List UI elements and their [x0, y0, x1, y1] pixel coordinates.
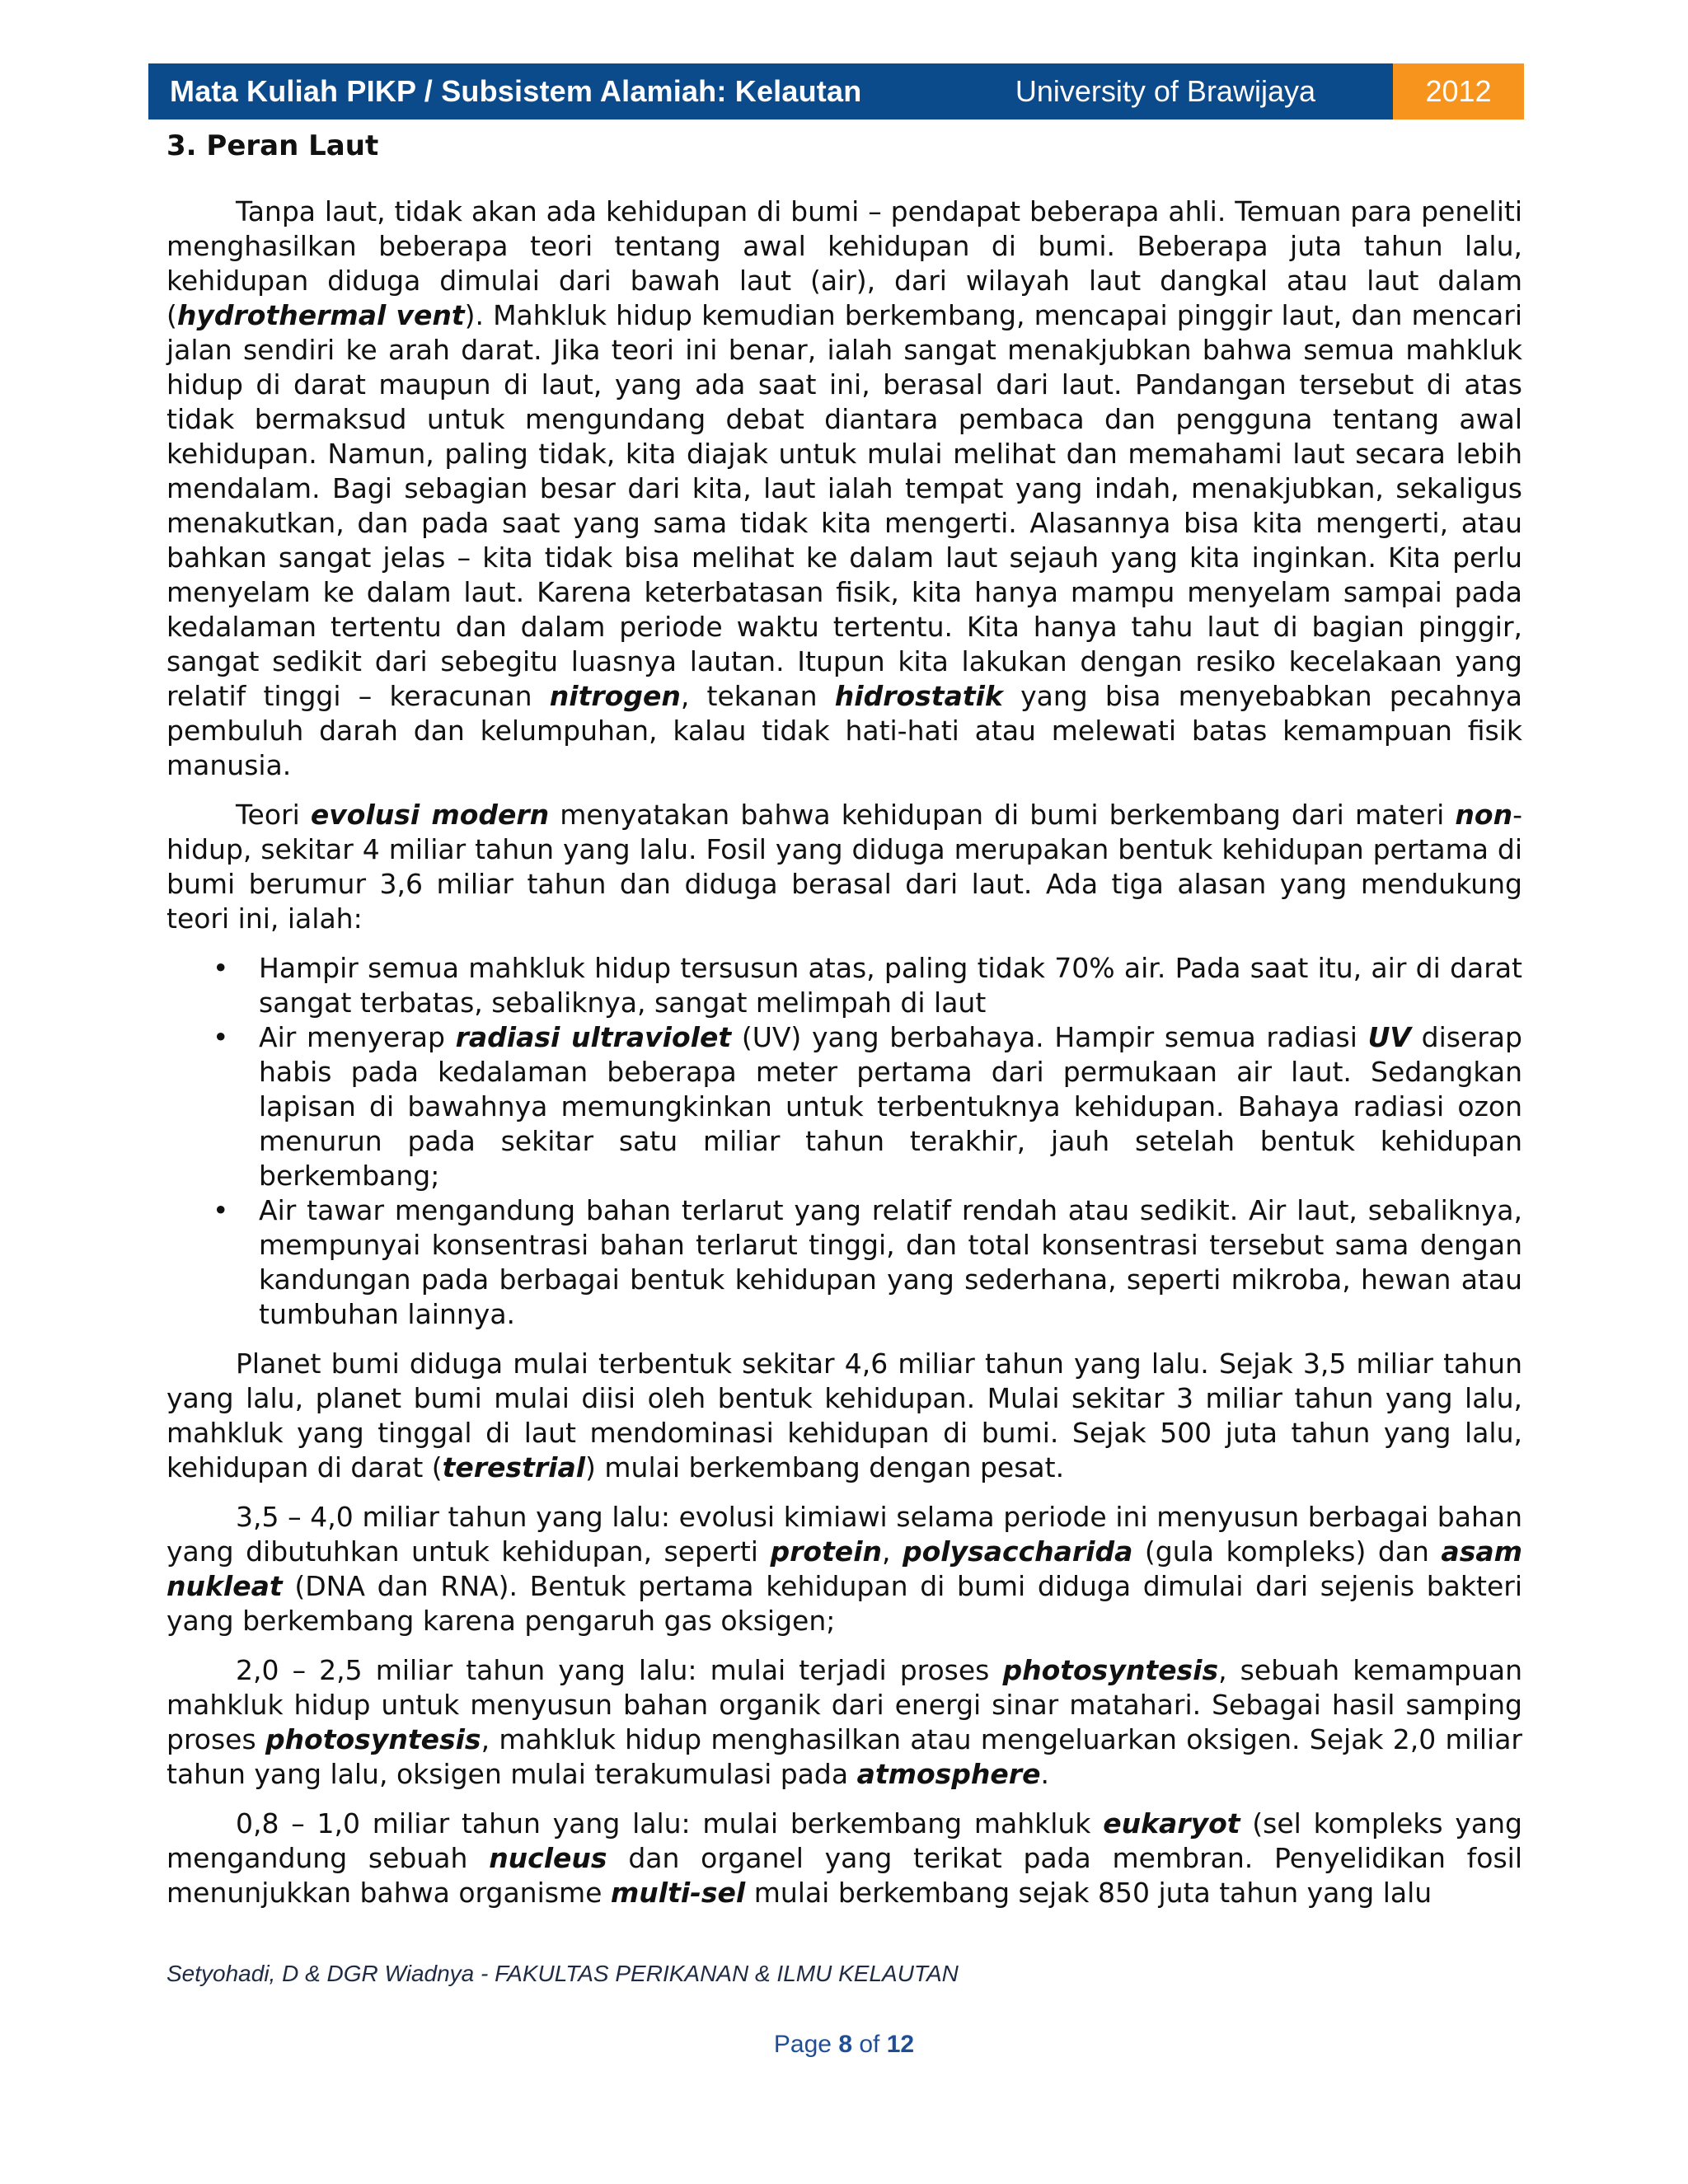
p6-term-multi-sel: multi-sel [610, 1877, 746, 1909]
p3-text-c: ) mulai berkembang dengan pesat. [585, 1451, 1065, 1483]
paragraph-2 [166, 798, 1522, 936]
page-total: 12 [886, 2031, 915, 2058]
p4-term-protein: protein [770, 1535, 882, 1568]
paragraph-3 [166, 1347, 1522, 1485]
header-university: University of Brawijaya [1015, 74, 1315, 108]
p6-text-a: 0,8 – 1,0 miliar tahun yang lalu: mulai berkembang mahkluk [236, 1807, 1104, 1840]
p1-term-hidrostatik: hidrostatik [834, 680, 1003, 712]
list-item [259, 1193, 1522, 1332]
header-year: 2012 [1425, 74, 1492, 108]
paragraph-1 [166, 194, 1522, 783]
page-number [0, 2031, 1688, 2059]
p5-term-photosyntesis-1: photosyntesis [1002, 1654, 1219, 1686]
p1-text-e: , tekanan [680, 680, 835, 712]
bullet-2-text-e: diserap habis pada kedalaman beberapa meter pertama dari permukaan air laut. Sedangkan lapisan di bawahnya memungkinkan untuk terbentuknya kehidupan. Bahaya radiasi ozon menurun pada sekitar satu miliar tahun terakhir, jauh setelah bentuk kehidupan berkembang; [259, 1021, 1522, 1192]
bullet-2-term-radiasi: radiasi ultraviolet [455, 1021, 732, 1053]
p5-text-g: . [1040, 1758, 1049, 1790]
p4-text-c: , [882, 1535, 903, 1568]
p1-term-nitrogen: nitrogen [549, 680, 681, 712]
p2-text-e: -hidup, sekitar 4 miliar tahun yang lalu. Fosil yang diduga merupakan bentuk kehidupan pertama di bumi berumur 3,6 miliar tahun dan diduga berasal dari laut. Ada tiga alasan yang mendukung teori ini, ialah: [166, 799, 1522, 935]
page-of-word: of [852, 2031, 887, 2058]
paragraph-5 [166, 1653, 1522, 1792]
p6-text-e: dan organel yang terikat pada membran. Penyelidikan fosil menunjukkan bahwa organisme [166, 1842, 1523, 1909]
p1-text-g: yang bisa menyebabkan pecahnya pembuluh darah dan kelumpuhan, kalau tidak hati-hati atau melewati batas kemampuan fisik manusia. [166, 680, 1523, 781]
paragraph-6 [166, 1807, 1522, 1910]
list-item [259, 951, 1522, 1020]
paragraph-4 [166, 1500, 1522, 1638]
page-content [166, 124, 1522, 1925]
p6-text-g: mulai berkembang sejak 850 juta tahun yang lalu [745, 1877, 1432, 1909]
p5-text-c: , sebuah kemampuan mahkluk hidup untuk menyusun bahan organik dari energi sinar matahari. Sebagai hasil samping proses [166, 1654, 1522, 1755]
p3-text-a: Planet bumi diduga mulai terbentuk sekitar 4,6 miliar tahun yang lalu. Sejak 3,5 miliar tahun yang lalu, planet bumi mulai diisi oleh bentuk kehidupan. Mulai sekitar 3 miliar tahun yang lalu, mahkluk yang tinggal di laut mendominasi kehidupan di bumi. Sejak 500 juta tahun yang lalu, kehidupan di darat ( [166, 1347, 1522, 1483]
p5-term-atmosphere: atmosphere [856, 1758, 1041, 1790]
bullet-1-text: Hampir semua mahkluk hidup tersusun atas, paling tidak 70% air. Pada saat itu, air di darat sangat terbatas, sebaliknya, sangat melimpah di laut [259, 952, 1522, 1019]
footer-author: Setyohadi, D & DGR Wiadnya - FAKULTAS PERIKANAN & ILMU KELAUTAN [166, 1961, 959, 1986]
bullet-2-text-a: Air menyerap [259, 1021, 456, 1053]
p5-term-photosyntesis-2: photosyntesis [265, 1723, 481, 1755]
p4-text-a: 3,5 – 4,0 miliar tahun yang lalu: evolusi kimiawi selama periode ini menyusun berbagai bahan yang dibutuhkan untuk kehidupan, seperti [166, 1501, 1522, 1568]
p4-text-g: (DNA dan RNA). Bentuk pertama kehidupan di bumi diduga dimulai dari sejenis bakteri yang berkembang karena pengaruh gas oksigen; [166, 1570, 1522, 1637]
section-title: 3. Peran Laut [166, 129, 379, 162]
p2-text-a: Teori [236, 799, 311, 831]
header-course-title: Mata Kuliah PIKP / Subsistem Alamiah: Kelautan [170, 74, 862, 108]
page-current: 8 [838, 2031, 852, 2058]
p4-text-e: (gula kompleks) dan [1132, 1535, 1442, 1568]
p2-term-evolusi-modern: evolusi modern [310, 799, 550, 831]
p1-term-hydrothermal: hydrothermal vent [176, 299, 465, 331]
p1-text-c: ). Mahkluk hidup kemudian berkembang, mencapai pinggir laut, dan mencari jalan sendiri ke arah darat. Jika teori ini benar, ialah sangat menakjubkan bahwa semua mahkluk hidup di darat maupun di laut, yang ada saat ini, berasal dari laut. Pandangan tersebut di atas tidak bermaksud untuk mengundang debat diantara pembaca dan pengguna tentang awal kehidupan. Namun, paling tidak, kita diajak untuk mulai melihat dan memahami laut secara lebih mendalam. Bagi sebagian besar dari kita, laut ialah tempat yang indah, menakjubkan, sekaligus menakutkan, dan pada saat yang sama tidak kita mengerti. Alasannya bisa kita mengerti, atau bahkan sangat jelas – kita tidak bisa melihat ke dalam laut sejauh yang kita inginkan. Kita perlu menyelam ke dalam laut. Karena keterbatasan fisik, kita hanya mampu menyelam sampai pada kedalaman tertentu dan dalam periode waktu tertentu. Kita hanya tahu laut di bagian pinggir, sangat sedikit dari sebegitu luasnya lautan. Itupun kita lakukan dengan resiko kecelakaan yang relatif tinggi – keracunan [166, 299, 1522, 712]
header-year-badge [1393, 63, 1524, 120]
p5-text-e: , mahkluk hidup menghasilkan atau mengeluarkan oksigen. Sejak 2,0 miliar tahun yang lalu, oksigen mulai terakumulasi pada [166, 1723, 1522, 1790]
p4-term-asam-nukleat: asam nukleat [166, 1535, 1522, 1602]
list-item [259, 1020, 1522, 1193]
p2-text-c: menyatakan bahwa kehidupan di bumi berkembang dari materi [549, 799, 1456, 831]
p2-term-non: non [1455, 799, 1513, 831]
page-header [148, 63, 1524, 120]
p6-text-c: (sel kompleks yang mengandung sebuah [166, 1807, 1522, 1874]
p6-term-eukaryot: eukaryot [1103, 1807, 1240, 1840]
p3-term-terestrial: terestrial [442, 1451, 586, 1483]
p1-text-a: Tanpa laut, tidak akan ada kehidupan di bumi – pendapat beberapa ahli. Temuan para peneliti menghasilkan beberapa teori tentang awal kehidupan di bumi. Beberapa juta tahun lalu, kehidupan diduga dimulai dari bawah laut (air), dari wilayah laut dangkal atau laut dalam ( [166, 195, 1522, 331]
bullet-2-term-uv: UV [1367, 1021, 1411, 1053]
header-blue-band [148, 63, 1393, 120]
reasons-list [166, 951, 1522, 1332]
p5-text-a: 2,0 – 2,5 miliar tahun yang lalu: mulai terjadi proses [236, 1654, 1003, 1686]
p6-term-nucleus: nucleus [489, 1842, 607, 1874]
bullet-3-text: Air tawar mengandung bahan terlarut yang relatif rendah atau sedikit. Air laut, sebaliknya, mempunyai konsentrasi bahan terlarut tinggi, dan total konsentrasi tersebut sama dengan kandungan pada berbagai bentuk kehidupan yang sederhana, seperti mikroba, hewan atau tumbuhan lainnya. [259, 1194, 1522, 1330]
bullet-2-text-c: (UV) yang berbahaya. Hampir semua radiasi [731, 1021, 1368, 1053]
page-word: Page [773, 2031, 839, 2058]
p4-term-polysaccharida: polysaccharida [902, 1535, 1133, 1568]
